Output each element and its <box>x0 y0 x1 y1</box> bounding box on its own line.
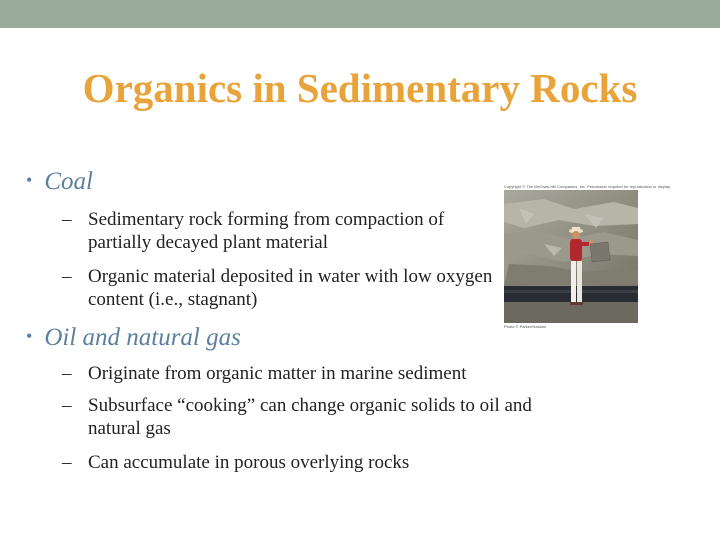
sub-bullet <box>62 362 562 385</box>
slide-title: Organics in Sedimentary Rocks <box>82 65 638 111</box>
photo-copyright-caption: Copyright © The McGraw-Hill Companies, Inc. Permission required for reproduction or display. <box>504 184 671 189</box>
photo-image <box>504 184 671 329</box>
coal-seam-photo <box>504 184 671 329</box>
bullet-label: Coal <box>44 168 93 195</box>
sub-bullet-text: Originate from organic matter in marine sediment <box>88 363 467 384</box>
bullet-oil-gas <box>26 324 241 352</box>
sub-bullet-text: Organic material deposited in water with low oxygen content (i.e., stagnant) <box>88 266 493 310</box>
sub-bullet <box>62 451 562 474</box>
bullet-dot-icon: • <box>26 170 33 190</box>
photo-credit-label: Photo © Parker/Haslam <box>504 324 547 329</box>
dash-icon: – <box>62 395 72 416</box>
sub-bullet-text: Subsurface “cooking” can change organic solids to oil and natural gas <box>88 395 532 439</box>
bullet-coal <box>26 168 93 196</box>
dash-icon: – <box>62 209 72 230</box>
top-bar <box>0 0 720 28</box>
bullet-label: Oil and natural gas <box>44 324 241 351</box>
sub-bullet-text: Sedimentary rock forming from compaction of partially decayed plant material <box>88 209 445 253</box>
sub-bullet <box>62 394 562 440</box>
sub-bullet <box>62 265 502 311</box>
sub-bullet <box>62 208 502 254</box>
dash-icon: – <box>62 266 72 287</box>
bullet-dot-icon: • <box>26 326 33 346</box>
sub-bullet-text: Can accumulate in porous overlying rocks <box>88 452 410 473</box>
dash-icon: – <box>62 452 72 473</box>
dash-icon: – <box>62 363 72 384</box>
